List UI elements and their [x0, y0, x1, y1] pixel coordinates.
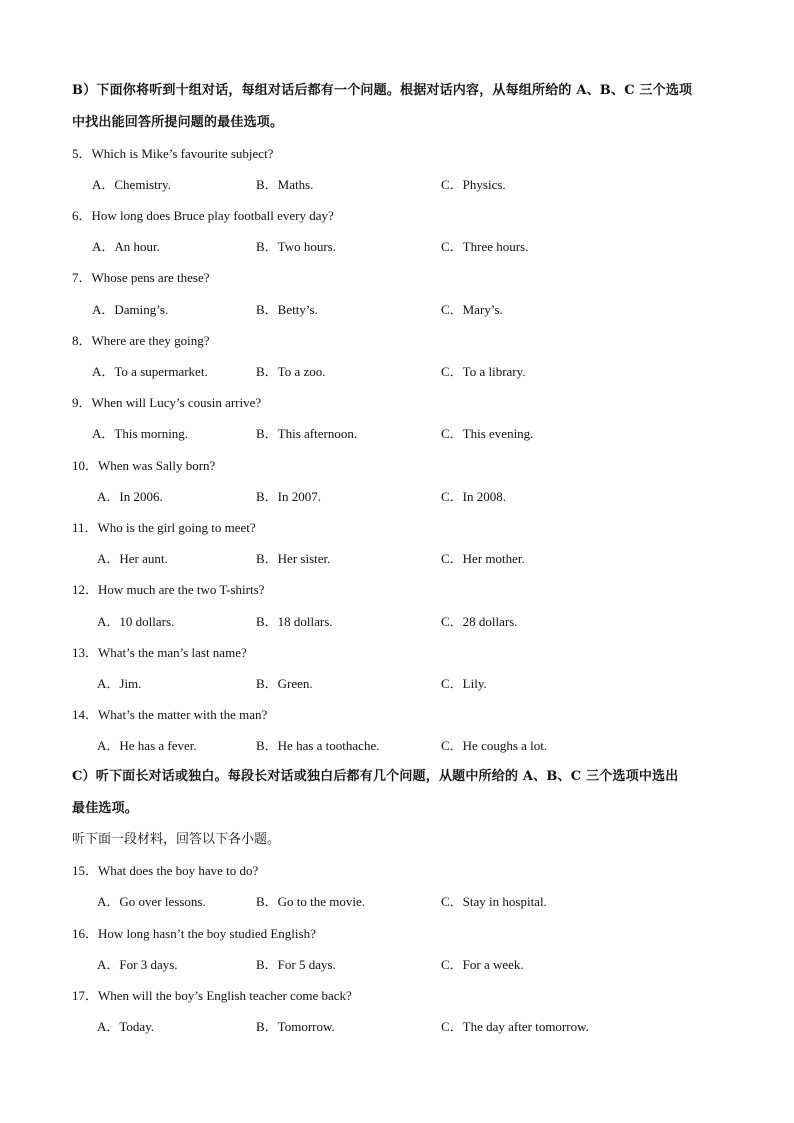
q7-option-a: A．Daming’s. [92, 302, 169, 317]
q12-option-c: C．28 dollars. [441, 614, 518, 629]
question-9: 9．When will Lucy’s cousin arrive? [72, 395, 262, 410]
question-8: 8．Where are they going? [72, 333, 210, 348]
q14-option-b: B．He has a toothache. [256, 738, 380, 753]
q16-option-b: B．For 5 days. [256, 957, 336, 972]
q10-option-b: B．In 2007. [256, 489, 322, 504]
section-c-heading-line1: C）听下面长对话或独白。每段长对话或独白后都有几个问题，从题中所给的 A、B、C 三个选项中选出 [72, 769, 679, 784]
question-6: 6．How long does Bruce play football every day? [72, 208, 334, 223]
q6-option-b: B．Two hours. [256, 239, 336, 254]
question-17: 17．When will the boy’s English teacher come back? [72, 988, 352, 1003]
q15-option-c: C．Stay in hospital. [441, 894, 547, 909]
q8-option-b: B．To a zoo. [256, 364, 326, 379]
q17-option-a: A．Today. [97, 1019, 155, 1034]
q9-option-a: A．This morning. [92, 426, 189, 441]
question-10: 10．When was Sally born? [72, 458, 216, 473]
q17-option-c: C．The day after tomorrow. [441, 1019, 589, 1034]
section-b-heading-line2: 中找出能回答所提问题的最佳选项。 [72, 115, 284, 130]
section-b-heading-line1: B）下面你将听到十组对话，每组对话后都有一个问题。根据对话内容，从每组所给的 A、B、C 三个选项 [72, 83, 693, 98]
q6-option-a: A．An hour. [92, 239, 160, 254]
q5-option-a: A．Chemistry. [92, 177, 171, 192]
question-12: 12．How much are the two T-shirts? [72, 582, 265, 597]
q11-option-b: B．Her sister. [256, 551, 331, 566]
section-c-intro: 听下面一段材料，回答以下各小题。 [72, 832, 281, 847]
q7-option-b: B．Betty’s. [256, 302, 318, 317]
q14-option-a: A．He has a fever. [97, 738, 197, 753]
q17-option-b: B．Tomorrow. [256, 1019, 335, 1034]
q11-option-a: A．Her aunt. [97, 551, 168, 566]
q7-option-c: C．Mary’s. [441, 302, 503, 317]
q11-option-c: C．Her mother. [441, 551, 525, 566]
question-5: 5．Which is Mike’s favourite subject? [72, 146, 274, 161]
q10-option-c: C．In 2008. [441, 489, 507, 504]
q9-option-b: B．This afternoon. [256, 426, 358, 441]
q12-option-a: A．10 dollars. [97, 614, 175, 629]
q15-option-a: A．Go over lessons. [97, 894, 206, 909]
q13-option-a: A．Jim. [97, 676, 142, 691]
q5-option-c: C．Physics. [441, 177, 506, 192]
q9-option-c: C．This evening. [441, 426, 534, 441]
q8-option-c: C．To a library. [441, 364, 526, 379]
q10-option-a: A．In 2006. [97, 489, 163, 504]
question-13: 13．What’s the man’s last name? [72, 645, 247, 660]
q13-option-b: B．Green. [256, 676, 313, 691]
q12-option-b: B．18 dollars. [256, 614, 333, 629]
q14-option-c: C．He coughs a lot. [441, 738, 548, 753]
q16-option-c: C．For a week. [441, 957, 524, 972]
q13-option-c: C．Lily. [441, 676, 487, 691]
question-11: 11．Who is the girl going to meet? [72, 520, 256, 535]
question-14: 14．What’s the matter with the man? [72, 707, 268, 722]
section-c-heading-line2: 最佳选项。 [72, 801, 139, 816]
q5-option-b: B．Maths. [256, 177, 314, 192]
question-16: 16．How long hasn’t the boy studied English? [72, 926, 316, 941]
question-15: 15．What does the boy have to do? [72, 863, 259, 878]
question-7: 7．Whose pens are these? [72, 270, 210, 285]
q8-option-a: A．To a supermarket. [92, 364, 208, 379]
q6-option-c: C．Three hours. [441, 239, 529, 254]
q16-option-a: A．For 3 days. [97, 957, 178, 972]
q15-option-b: B．Go to the movie. [256, 894, 366, 909]
